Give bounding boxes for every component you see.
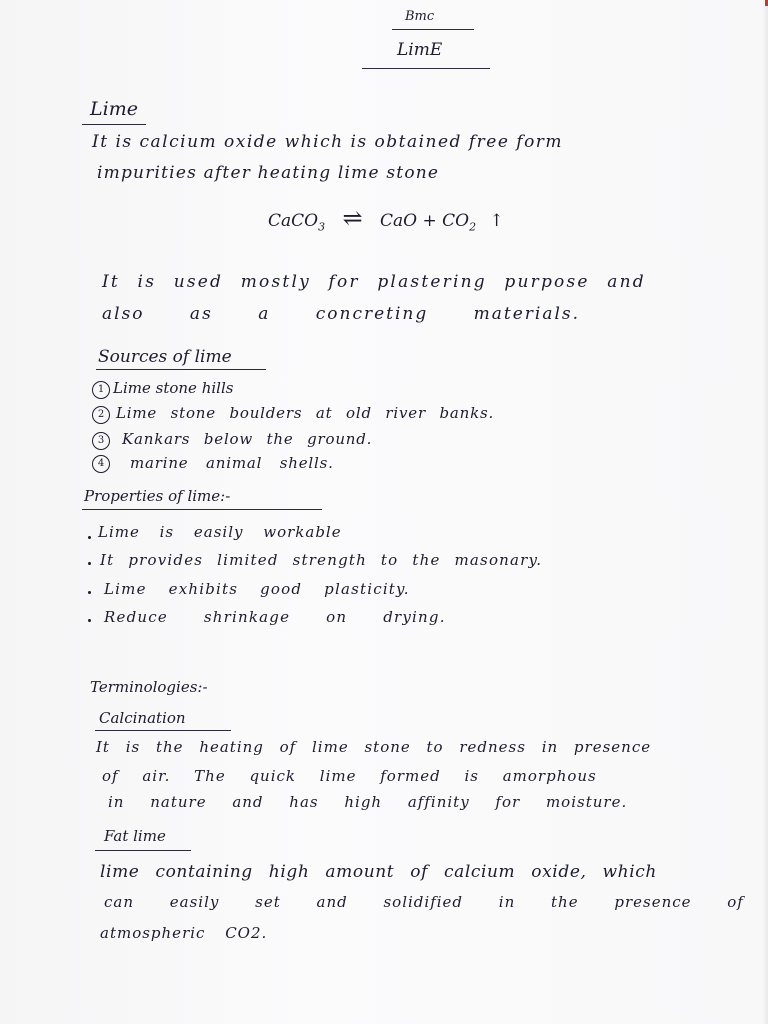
bullet-icon: [88, 536, 91, 539]
sources-heading: Sources of lime: [98, 347, 232, 367]
fat-lime-line1: lime containing high amount of calcium oxide, which: [100, 862, 657, 882]
property-item-3: Lime exhibits good plasticity.: [104, 580, 410, 598]
source-number-2: 2: [92, 406, 110, 424]
terminologies-heading: Terminologies:-: [90, 678, 208, 696]
lime-definition-line2: impurities after heating lime stone: [97, 163, 440, 183]
lime-heading: Lime: [90, 98, 138, 120]
calcination-heading-underline: [95, 730, 231, 731]
calcination-heading: Calcination: [99, 709, 186, 727]
property-item-1: Lime is easily workable: [98, 523, 342, 541]
equation: [268, 206, 504, 232]
subject-underline: [392, 29, 474, 30]
sources-heading-underline: [96, 369, 266, 370]
source-number-1: 1: [92, 381, 110, 399]
equation-left-subscript: 3: [318, 220, 326, 234]
lime-use-line2: also as a concreting materials.: [102, 304, 581, 324]
bullet-icon: [88, 591, 91, 594]
fat-lime-heading-underline: [95, 850, 191, 851]
equation-right-subscript: 2: [469, 220, 477, 234]
properties-heading-underline: [82, 509, 322, 510]
bullet-icon: [88, 619, 91, 622]
property-item-2: It provides limited strength to the masonary.: [100, 551, 543, 569]
gas-up-arrow-icon: ↑: [489, 211, 504, 231]
title-underline: [362, 68, 490, 69]
properties-heading: Properties of lime:-: [84, 487, 231, 505]
lime-heading-underline: [82, 124, 146, 125]
source-item-2: Lime stone boulders at old river banks.: [116, 404, 495, 422]
subject-title: Bmc: [405, 9, 435, 24]
source-number-3: 3: [92, 432, 110, 450]
equation-right: CaO + CO: [380, 211, 470, 231]
page-edge-shadow: [762, 0, 768, 1024]
fat-lime-heading: Fat lime: [104, 827, 166, 845]
source-number-4: 4: [92, 455, 110, 473]
bullet-icon: [88, 562, 91, 565]
calcination-line3: in nature and has high affinity for moisture.: [108, 793, 628, 811]
fat-lime-line3: atmospheric CO2.: [100, 924, 268, 942]
source-item-1: Lime stone hills: [113, 379, 234, 397]
property-item-4: Reduce shrinkage on drying.: [104, 608, 446, 626]
calcination-line2: of air. The quick lime formed is amorphous: [102, 767, 597, 785]
calcination-line1: It is the heating of lime stone to redness in presence: [96, 738, 652, 756]
lime-use-line1: It is used mostly for plastering purpose and: [102, 272, 646, 292]
equilibrium-arrow-icon: ⇌: [342, 204, 363, 232]
equation-left: CaCO: [268, 211, 319, 231]
fat-lime-line2: can easily set and solidified in the presence of: [104, 893, 744, 911]
source-item-3: Kankars below the ground.: [122, 430, 373, 448]
page-title: LimE: [397, 40, 443, 60]
lime-definition-line1: It is calcium oxide which is obtained free form: [92, 132, 564, 152]
source-item-4: marine animal shells.: [130, 454, 334, 472]
